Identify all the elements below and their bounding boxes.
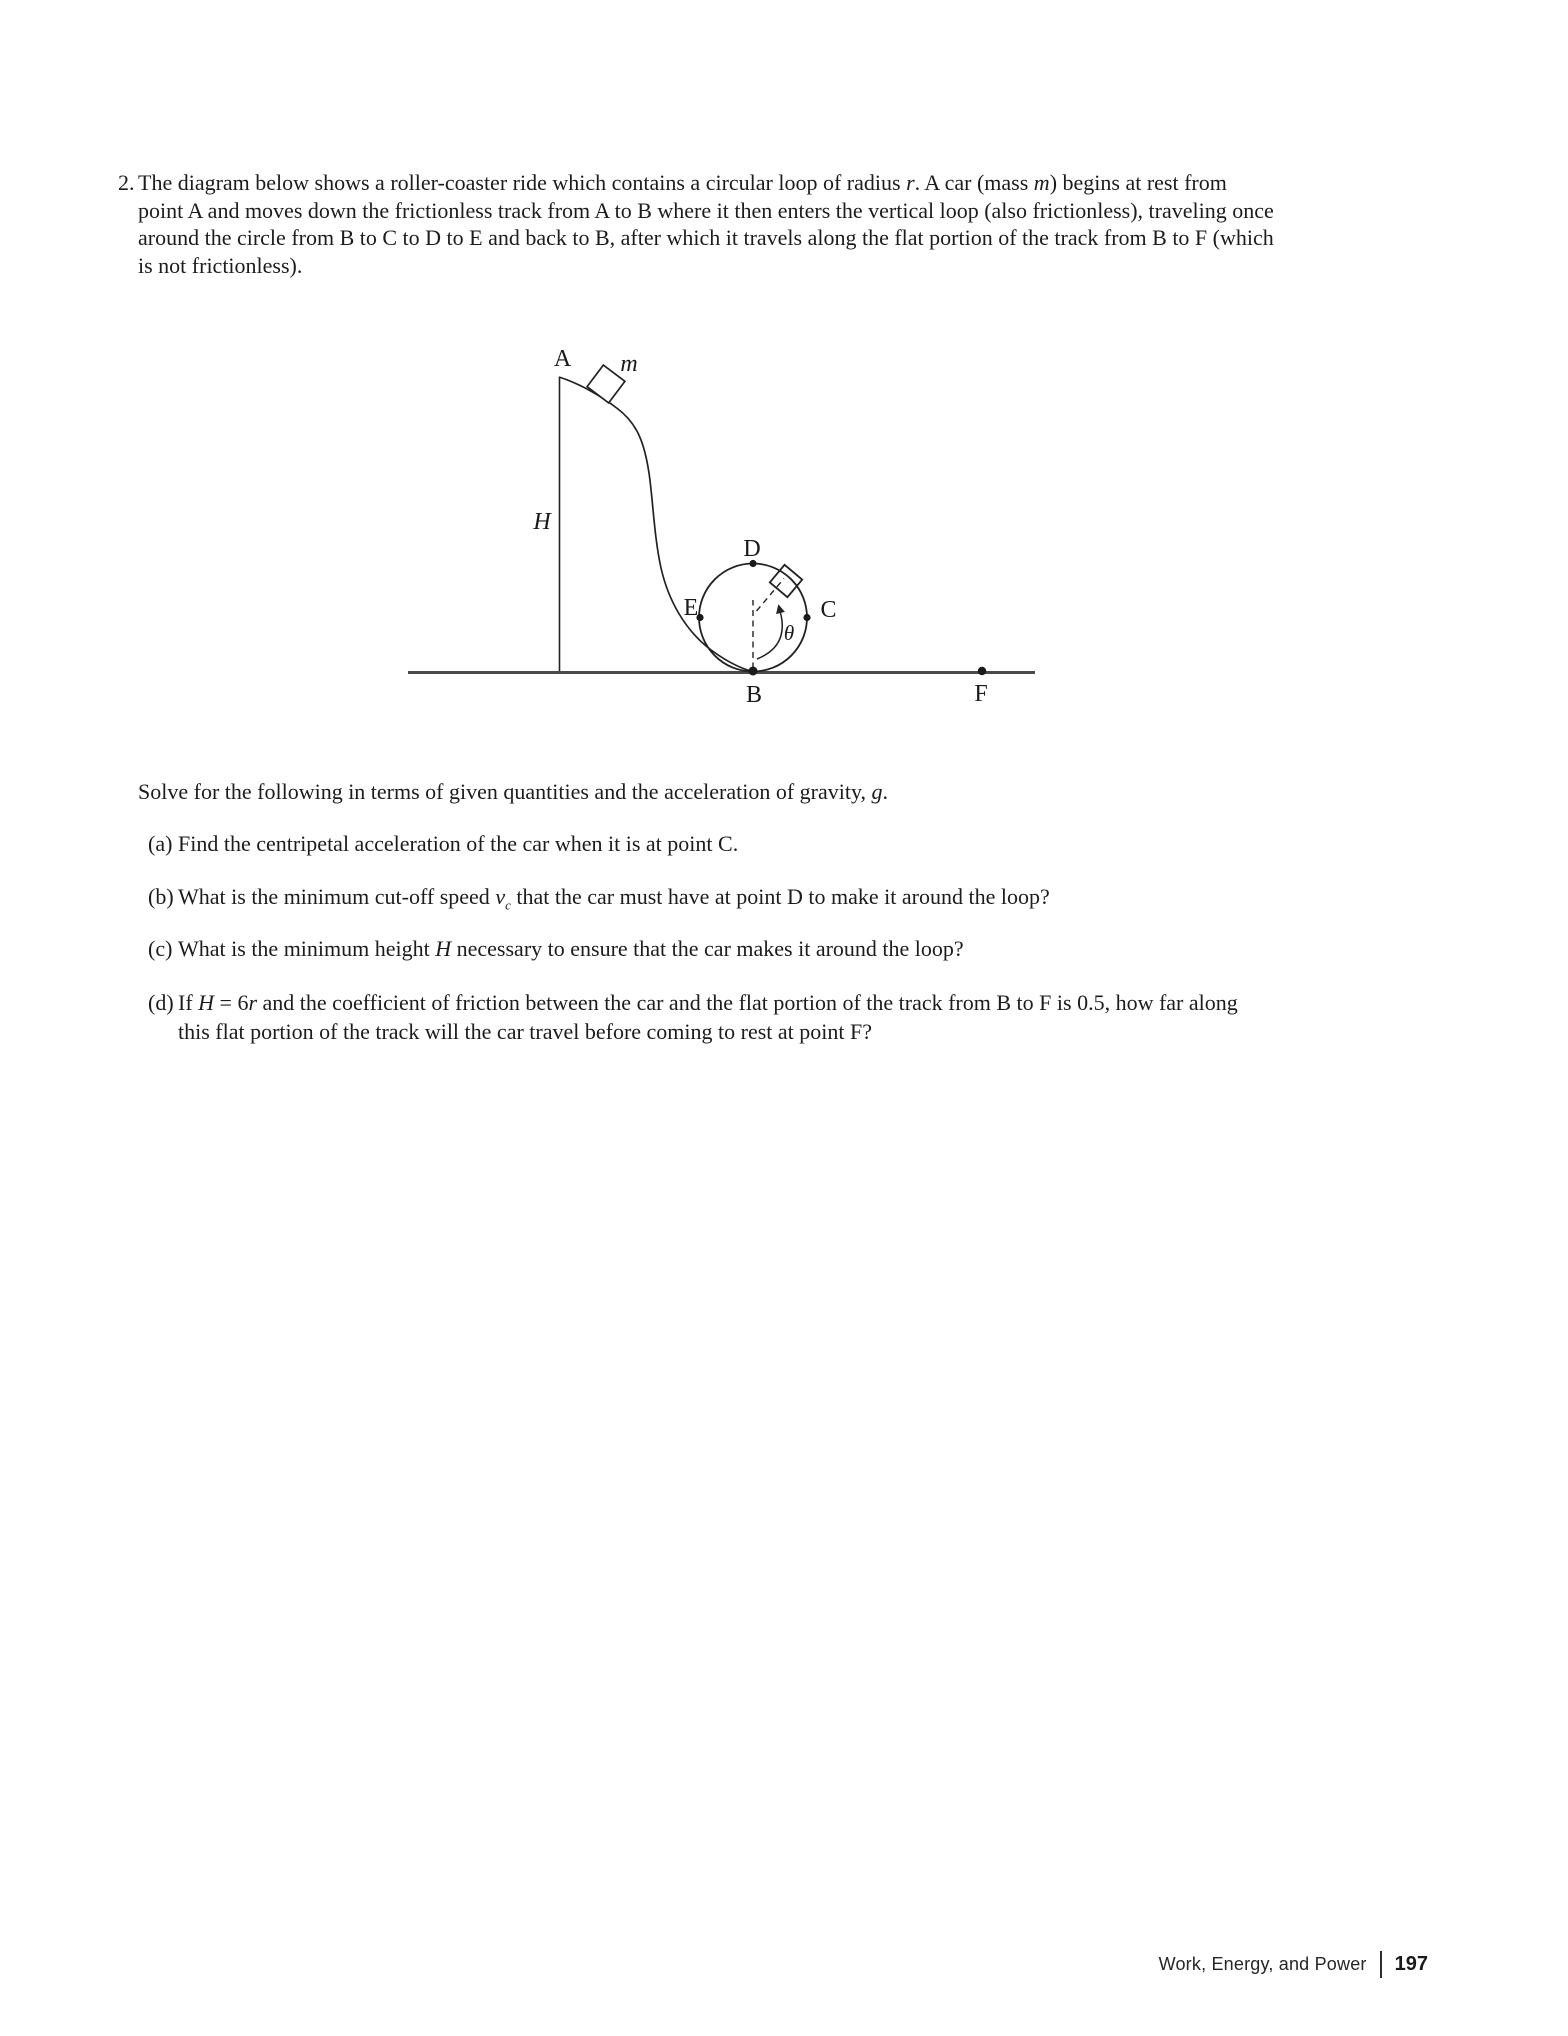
label-a: A <box>553 346 572 372</box>
point-dot-c <box>803 614 810 621</box>
item-c-text: What is the minimum height H necessary to ensure that the car makes it around the loop? <box>178 936 964 961</box>
var-v: v <box>495 884 506 909</box>
roller-coaster-diagram <box>400 330 1060 720</box>
item-a-text: Find the centripetal acceleration of the car when it is at point C. <box>178 831 739 856</box>
item-b-label: (b) <box>148 884 174 909</box>
item-b-text: What is the minimum cut-off speed $v_c$ that the car must have at point D to make it around the loop? <box>178 884 1050 913</box>
footer-page-number: 197 <box>1394 1952 1428 1975</box>
item-b <box>148 883 1050 913</box>
item-d-label: (d) <box>148 990 174 1015</box>
problem-number: 2. <box>118 170 135 195</box>
footer-chapter-title: Work, Energy, and Power <box>1158 1953 1367 1974</box>
item-d-line-1: If H = 6r and the coefficient of friction between the car and the flat portion of the track from B to F is 0.5, how far along <box>178 990 1238 1015</box>
footer-divider <box>1380 1951 1382 1978</box>
problem-line-4: is not frictionless). <box>138 252 303 278</box>
theta-arrowhead <box>776 604 785 614</box>
var-m: m <box>1033 170 1050 195</box>
solve-intro: Solve for the following in terms of given quantities and the acceleration of gravity, g. <box>138 779 889 804</box>
var-g: g <box>871 779 883 804</box>
problem-line-2: point A and moves down the frictionless track from A to B where it then enters the vertical loop (also frictionless), traveling once <box>138 197 1274 223</box>
var-h: H <box>435 936 452 961</box>
car-on-loop <box>770 565 802 597</box>
track-hill-curve <box>559 377 753 672</box>
problem-line-1: The diagram below shows a roller-coaster ride which contains a circular loop of radius r. A car (mass m) begins at rest from <box>138 170 1227 195</box>
point-dot-f <box>978 667 986 675</box>
label-c: C <box>820 597 837 623</box>
var-r: r <box>906 170 915 195</box>
car-on-hill <box>587 365 625 403</box>
item-c-label: (c) <box>148 936 173 961</box>
problem-paragraph <box>138 169 1274 279</box>
var-r2: r <box>248 990 258 1015</box>
item-a-label: (a) <box>148 831 173 856</box>
var-h2: H <box>198 990 215 1015</box>
item-c <box>148 935 964 963</box>
label-b: B <box>745 682 763 708</box>
label-d: D <box>743 536 761 562</box>
footer <box>1159 1948 1428 1980</box>
theta-angle-arrow <box>757 613 782 659</box>
problem-line-3: around the circle from B to C to D to E and back to B, after which it travels along the flat portion of the track from B to F (which <box>138 225 1274 250</box>
label-m: m <box>620 351 638 377</box>
item-a <box>148 830 739 858</box>
item-d <box>148 988 1238 1046</box>
label-h: H <box>533 509 551 535</box>
var-v-sub-c: c <box>505 897 511 913</box>
point-dot-b <box>749 667 758 676</box>
label-e: E <box>683 595 699 621</box>
label-theta: θ <box>783 621 795 645</box>
item-d-line-2: this flat portion of the track will the car travel before coming to rest at point F? <box>178 1019 873 1044</box>
label-f: F <box>974 681 988 707</box>
